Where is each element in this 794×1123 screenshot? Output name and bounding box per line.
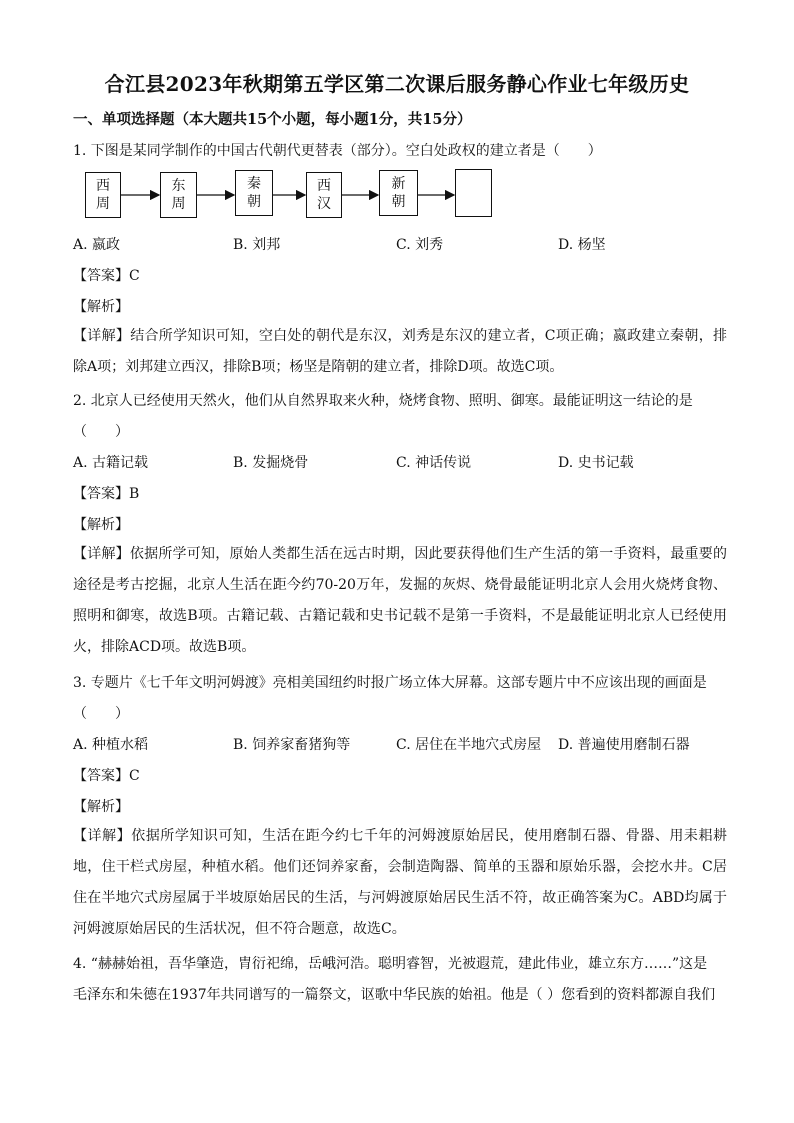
option-b: B. 发掘烧骨 [233, 455, 309, 471]
detail-paragraph: 【详解】依据所学知识可知，生活在距今约七千年的河姆渡原始居民，使用磨制石器、骨器、用耒耜耕地，住干栏式房屋，种植水稻。他们还饲养家畜，会制造陶器、简单的玉器和原始乐器，会挖水井。C居住在半地穴式房屋属于半坡原始居民的生活，与河姆渡原始居民生活不符，故正确答案为C。ABD均属于河姆渡原始居民的生活状况，但不符合题意，故选C。 [73, 828, 728, 937]
option-d: D. 杨坚 [558, 237, 606, 253]
answer-line: 【答案】B [73, 486, 140, 502]
answer-line: 【答案】C [73, 768, 140, 784]
page-title: 合江县2023年秋期第五学区第二次课后服务静心作业七年级历史 [104, 72, 690, 96]
option-d: D. 普遍使用磨制石器 [558, 737, 690, 753]
section-heading: 一、单项选择题（本大题共15个小题，每小题1分，共15分） [73, 111, 472, 128]
option-b: B. 饲养家畜猪狗等 [233, 737, 351, 753]
detail-paragraph: 【详解】依据所学可知，原始人类都生活在远古时期，因此要获得他们生产生活的第一手资料，最重要的途径是考古挖掘，北京人生活在距今约70-20万年，发掘的灰烬、烧骨最能证明北京人会用火烧烤食物、照明和御寒，故选B项。古籍记载、古籍记载和史书记载不是第一手资料，不是最能证明北京人已经使用火，排除ACD项。故选B项。 [73, 546, 727, 655]
flow-box-eastern-zhou: 东周 [160, 172, 197, 218]
option-a: A. 嬴政 [73, 237, 121, 253]
flow-box-western-han: 西汉 [306, 172, 342, 218]
flow-box-qin: 秦朝 [235, 170, 273, 216]
question-4-stem: 4. “赫赫始祖，吾华肇造，胄衍祀绵，岳峨河浩。聪明睿智，光被遐荒，建此伟业，雄立东方……”这是 [73, 956, 708, 972]
flow-box-xin: 新朝 [379, 170, 418, 216]
option-c: C. 神话传说 [396, 455, 472, 471]
question-2-stem: 2. 北京人已经使用天然火，他们从自然界取来火种，烧烤食物、照明、御寒。最能证明这一结论的是 [73, 393, 693, 409]
option-d: D. 史书记载 [558, 455, 634, 471]
option-c: C. 居住在半地穴式房屋 [396, 737, 542, 753]
question-2-stem-cont: （ ） [73, 424, 129, 440]
detail-paragraph: 【详解】结合所学知识可知，空白处的朝代是东汉，刘秀是东汉的建立者，C项正确；嬴政建立秦朝，排除A项；刘邦建立西汉，排除B项；杨坚是隋朝的建立者，排除D项。故选C项。 [73, 328, 727, 375]
flow-box-western-zhou: 西周 [85, 172, 121, 218]
analysis-label: 【解析】 [73, 517, 129, 533]
option-a: A. 种植水稻 [73, 737, 149, 753]
flow-box-blank [455, 169, 492, 217]
option-c: C. 刘秀 [396, 237, 444, 253]
analysis-label: 【解析】 [73, 299, 129, 315]
question-4-stem-cont: 毛泽东和朱德在1937年共同谱写的一篇祭文，讴歌中华民族的始祖。他是（ ）您看到的资料都源自我们 [73, 987, 716, 1003]
answer-line: 【答案】C [73, 268, 140, 284]
question-3-stem: 3. 专题片《七千年文明河姆渡》亮相美国纽约时报广场立体大屏幕。这部专题片中不应该出现的画面是 [73, 675, 707, 691]
option-b: B. 刘邦 [233, 237, 281, 253]
analysis-label: 【解析】 [73, 799, 129, 815]
option-a: A. 古籍记载 [73, 455, 149, 471]
question-3-stem-cont: （ ） [73, 706, 129, 722]
question-1-stem: 1. 下图是某同学制作的中国古代朝代更替表（部分）。空白处政权的建立者是（ ） [73, 143, 602, 159]
